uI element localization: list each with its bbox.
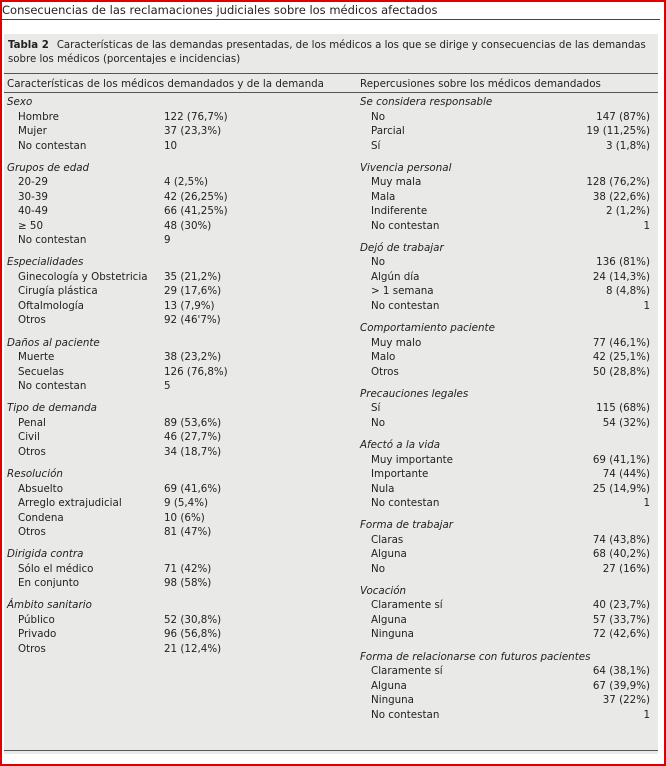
- row-label: > 1 semana: [371, 285, 434, 298]
- row-label: Otros: [18, 314, 46, 327]
- row-value: 74 (44%): [602, 468, 650, 480]
- row-value: 89 (53,6%): [164, 416, 222, 429]
- row-label: 20-29: [18, 176, 48, 189]
- row-value: 54 (32%): [602, 416, 650, 429]
- row-label: Otros: [18, 642, 46, 655]
- row-label: Claras: [371, 533, 404, 546]
- row-label: Parcial: [371, 125, 405, 137]
- row-value: 10 (6%): [164, 511, 205, 524]
- section-title: Afectó a la vida: [360, 439, 441, 451]
- row-label: Sí: [371, 402, 381, 415]
- bottom-rule: [4, 750, 658, 751]
- row-label: No contestan: [18, 234, 87, 247]
- section-title: Precauciones legales: [360, 387, 469, 400]
- caption-divider: [4, 73, 658, 74]
- row-value: 64 (38,1%): [592, 665, 650, 678]
- row-label: Muy malo: [371, 336, 422, 349]
- row-value: 9: [164, 234, 171, 247]
- row-value: 21 (12,4%): [164, 642, 222, 655]
- row-label: Mala: [371, 190, 396, 203]
- row-value: 69 (41,1%): [592, 453, 650, 466]
- row-value: 122 (76,7%): [164, 110, 228, 123]
- row-value: 5: [164, 380, 171, 393]
- row-label: No: [371, 110, 386, 123]
- row-value: 50 (28,8%): [592, 365, 650, 378]
- row-value: 136 (81%): [596, 256, 650, 269]
- row-label: Otros: [18, 526, 46, 538]
- row-value: 77 (46,1%): [592, 336, 650, 349]
- row-value: 24 (14,3%): [592, 270, 650, 283]
- row-value: 74 (43,8%): [592, 533, 650, 546]
- row-value: 42 (25,1%): [592, 351, 650, 364]
- section-title: Ámbito sanitario: [7, 599, 92, 612]
- row-value: 147 (87%): [596, 110, 650, 123]
- row-value: 48 (30%): [164, 219, 212, 232]
- row-label: 40-49: [18, 205, 48, 218]
- row-label: Privado: [18, 628, 57, 641]
- row-value: 40 (23,7%): [592, 599, 650, 612]
- row-label: ≥ 50: [18, 219, 44, 232]
- row-value: 68 (40,2%): [592, 548, 650, 561]
- right-column-header: Repercusiones sobre los médicos demandados: [360, 78, 601, 90]
- row-label: Malo: [371, 351, 396, 364]
- row-label: Mujer: [18, 125, 47, 137]
- row-label: Alguna: [371, 613, 407, 626]
- row-value: 42 (26,25%): [164, 190, 228, 203]
- row-label: Otros: [371, 365, 399, 378]
- row-label: No contestan: [371, 219, 440, 232]
- row-value: 13 (7,9%): [164, 299, 215, 312]
- section-title: Resolución: [7, 468, 63, 480]
- section-title: Daños al paciente: [7, 336, 100, 349]
- row-label: Alguna: [371, 679, 407, 692]
- row-value: 8 (4,8%): [605, 285, 650, 298]
- row-value: 10: [164, 139, 178, 152]
- row-label: Público: [18, 613, 55, 626]
- row-label: Absuelto: [18, 482, 64, 495]
- row-value: 38 (23,2%): [164, 351, 222, 364]
- row-label: Nula: [371, 482, 395, 495]
- section-title: Forma de trabajar: [360, 519, 454, 532]
- row-label: No: [371, 416, 386, 429]
- row-value: 1: [643, 708, 650, 721]
- row-label: Ninguna: [371, 628, 414, 641]
- row-value: 25 (14,9%): [592, 482, 650, 495]
- row-value: 46 (27,7%): [164, 431, 222, 444]
- section-title: Comportamiento paciente: [360, 322, 495, 335]
- row-value: 35 (21,2%): [164, 270, 222, 283]
- row-label: No contestan: [371, 497, 440, 509]
- row-label: Muy mala: [371, 176, 422, 189]
- table-label: Tabla 2: [8, 40, 49, 51]
- row-value: 52 (30,8%): [164, 613, 222, 626]
- row-value: 96 (56,8%): [164, 628, 222, 641]
- row-label: Sólo el médico: [18, 562, 94, 575]
- row-label: Claramente sí: [371, 665, 443, 678]
- table-caption-text: Características de las demandas presentadas, de los médicos a los que se dirige y consecuencias de las demandas sobre los médicos (porcentajes e incidencias): [8, 40, 646, 65]
- row-value: 81 (47%): [164, 526, 212, 538]
- row-label: Indiferente: [371, 205, 428, 218]
- table-caption: [8, 39, 654, 67]
- row-label: Hombre: [18, 110, 59, 123]
- section-title: Vocación: [360, 584, 407, 597]
- table-2: [4, 34, 658, 754]
- row-label: Arreglo extrajudicial: [18, 497, 122, 509]
- row-label: Muerte: [18, 351, 55, 364]
- header-divider: [4, 92, 658, 93]
- row-value: 71 (42%): [164, 562, 212, 575]
- section-title: Sexo: [7, 96, 33, 108]
- row-value: 57 (33,7%): [592, 613, 650, 626]
- section-title: Vivencia personal: [360, 161, 452, 174]
- section-title: Grupos de edad: [7, 161, 90, 174]
- row-value: 98 (58%): [164, 577, 212, 590]
- row-value: 29 (17,6%): [164, 285, 222, 298]
- row-label: Civil: [18, 431, 40, 444]
- row-label: No contestan: [18, 139, 87, 152]
- row-label: No contestan: [371, 708, 440, 721]
- row-value: 34 (18,7%): [164, 445, 222, 458]
- row-label: Otros: [18, 445, 46, 458]
- row-label: En conjunto: [18, 577, 80, 590]
- row-label: Algún día: [371, 270, 420, 283]
- row-value: 126 (76,8%): [164, 365, 228, 378]
- section-title: Especialidades: [7, 256, 84, 269]
- row-value: 72 (42,6%): [592, 628, 650, 641]
- row-label: Oftalmología: [18, 299, 84, 312]
- row-label: Importante: [371, 468, 429, 480]
- row-label: Cirugía plástica: [18, 285, 98, 298]
- row-value: 38 (22,6%): [592, 190, 650, 203]
- row-value: 19 (11,25%): [586, 125, 650, 137]
- row-label: Condena: [18, 511, 64, 524]
- row-label: 30-39: [18, 190, 48, 203]
- row-label: No: [371, 562, 386, 575]
- section-title: Dejó de trabajar: [360, 241, 444, 254]
- section-title: Tipo de demanda: [7, 402, 97, 415]
- row-label: No contestan: [18, 380, 87, 393]
- page-header: Consecuencias de las reclamaciones judiciales sobre los médicos afectados: [2, 2, 660, 20]
- section-title: Se considera responsable: [360, 96, 493, 108]
- row-value: 1: [643, 299, 650, 312]
- row-value: 115 (68%): [596, 402, 650, 415]
- row-label: Ginecología y Obstetricia: [18, 270, 148, 283]
- row-value: 27 (16%): [602, 562, 650, 575]
- row-label: Sí: [371, 139, 381, 152]
- row-value: 128 (76,2%): [586, 176, 650, 189]
- row-label: No: [371, 256, 386, 269]
- row-label: Ninguna: [371, 694, 414, 707]
- row-value: 4 (2,5%): [164, 176, 209, 189]
- row-value: 37 (23,3%): [164, 125, 222, 137]
- row-value: 1: [643, 219, 650, 232]
- row-value: 66 (41,25%): [164, 205, 228, 218]
- row-label: No contestan: [371, 299, 440, 312]
- row-label: Alguna: [371, 548, 407, 561]
- row-value: 2 (1,2%): [605, 205, 650, 218]
- row-value: 67 (39,9%): [592, 679, 650, 692]
- section-title: Forma de relacionarse con futuros pacientes: [360, 650, 591, 663]
- row-label: Secuelas: [18, 365, 64, 378]
- row-value: 1: [643, 497, 650, 509]
- section-title: Dirigida contra: [7, 548, 84, 561]
- row-value: 92 (46'7%): [164, 314, 221, 327]
- row-value: 69 (41,6%): [164, 482, 222, 495]
- row-value: 9 (5,4%): [164, 497, 209, 509]
- left-column-header: Características de los médicos demandados y de la demanda: [7, 78, 324, 90]
- row-value: 37 (22%): [602, 694, 650, 707]
- row-label: Muy importante: [371, 453, 453, 466]
- row-value: 3 (1,8%): [605, 139, 650, 152]
- row-label: Penal: [18, 416, 46, 429]
- row-label: Claramente sí: [371, 599, 443, 612]
